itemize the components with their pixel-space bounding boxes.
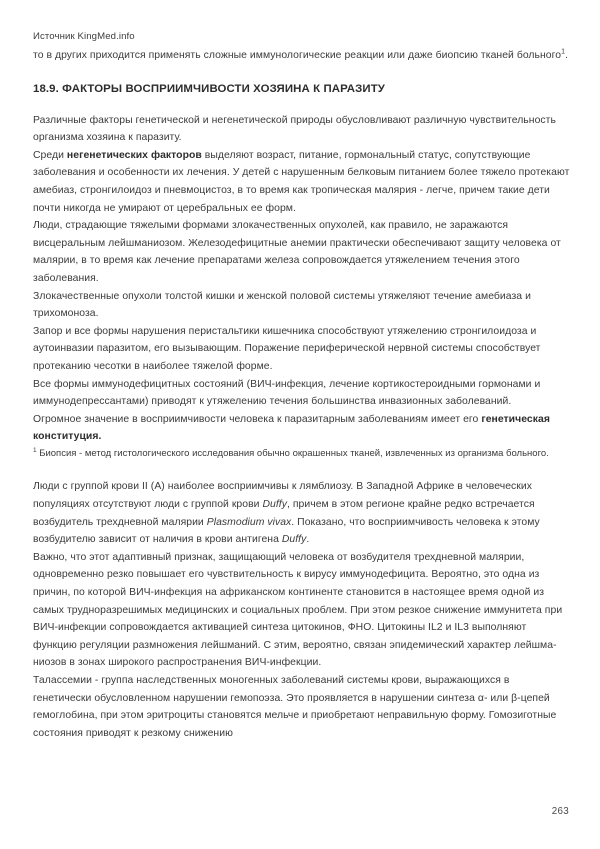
paragraph-constipation: Запор и все формы нарушения перистальтики кишечника способствуют утяжелению стронгилоидоза и аутоинвазии паразитом, его вызывающим. Поражение периферической нервной системы способствует протеканию чесотки в наиболее тяжелой форме.	[33, 325, 541, 372]
footnote-marker-1: 1	[561, 48, 566, 56]
nongenetic-bold-term: негенетических факторов	[66, 149, 202, 161]
paragraph-adaptive-trait: Важно, что этот адаптивный признак, защищающий человека от возбудителя трехдневной малярии, одновременно резко повышает его чувствительность к вирусу иммунодефицита. Вероятно, это одна из причин, по которой ВИЧ-инфекция на африканском континенте становится в настоящее время одной из самых трудноразрешимых медицинских и социальных проблем. При этом резкое снижение иммунитета при ВИЧ-инфекции сопровождается активацией синтеза цитокинов, ФНО. Цитокины IL2 и IL3 выполняют функцию регуляции размножения лейшманий. С этим, вероятно, связан эпидемический характер лейшма-ниозов в зонах широкого распространения ВИЧ-инфекции.	[33, 551, 563, 669]
genetic-const-bold-term: генетическая конституция.	[33, 413, 550, 443]
nongenetic-rest: выделяют возраст, питание, гормональный статус, сопутствующие заболевания и особенности их лечения. У детей с нарушенным белковым питанием более тяжело протекают амебиаз, стронгилоидоз и пневмоцистоз, в то время как тропическая малярия - легче, причем такие дети почти никогда не умирают от церебральных ее форм.	[33, 149, 570, 214]
paragraph-genetic-constitution	[33, 411, 570, 446]
paragraph-immunodeficiency: Все формы иммунодефицитных состояний (ВИЧ-инфекция, лечение кортикостероидными гормонами и иммунодепрессантами) приводят к утяжелению течения большинства инвазионных заболеваний.	[33, 378, 541, 408]
duffy-seg-4: .	[306, 534, 310, 546]
footnote-text: Биопсия - метод гистологического исследования обычно окрашенных тканей, извлеченных из организма больного.	[36, 447, 549, 459]
paragraph-factors-intro: Различные факторы генетической и негенетической природы обусловливают различную чувствительность организма хозяина к паразиту.	[33, 114, 556, 144]
paragraph-nongenetic-factors	[33, 147, 570, 217]
source-attribution: Источник KingMed.info	[33, 31, 135, 42]
paragraph-thalassemia: Талассемии - группа наследственных моногенных заболеваний системы крови, выражающихся в генетически обусловленном нарушении гемопоэза. Это проявляется в нарушении синтеза α- или β-цепей гемоглобина, при этом эритроциты становятся мельче и приобретают неправильную форму. Гомозиготные состояния приводят к резкому снижению	[33, 674, 557, 739]
italic-plasmodium-vivax: Plasmodium vivax	[206, 516, 292, 528]
paragraph-intro-text: то в других приходится применять сложные иммунологические реакции или даже биопсию тканей больного	[33, 50, 562, 61]
italic-duffy-1: Duffy	[262, 498, 287, 510]
nongenetic-lead: Среди	[33, 149, 67, 161]
section-heading-18-9: 18.9. ФАКТОРЫ ВОСПРИИМЧИВОСТИ ХОЗЯИНА К ПАРАЗИТУ	[33, 82, 385, 95]
paragraph-intro-trailing: .	[565, 50, 569, 61]
paragraph-colon-tumors: Злокачественные опухоли толстой кишки и женской половой системы утяжеляют течение амебиаза и трихомоноза.	[33, 290, 531, 320]
duffy-seg-1: Люди с группой крови II (А) наиболее восприимчивы к лямблиозу. В Западной Африке в человеческих популяциях отсутствуют люди с группой крови	[33, 481, 532, 510]
duffy-seg-2: , причем в этом регионе крайне редко встречается возбудитель трехдневной малярии	[33, 498, 535, 528]
footnote-biopsy	[33, 446, 570, 463]
duffy-seg-3: . Показано, что восприимчивость человека к этому возбудителю зависит от наличия в крови антигена	[33, 516, 540, 546]
italic-duffy-2: Duffy	[281, 534, 307, 546]
page-number: 263	[551, 806, 569, 817]
paragraph-tumors: Люди, страдающие тяжелыми формами злокачественных опухолей, как правило, не заражаются висцеральным лейшманиозом. Железодефицитные анемии практически обеспечивают защиту человека от малярии, в то время как лечение препаратами железа сопровождается утяжелением течения этого заболевания.	[33, 220, 561, 284]
genetic-const-lead: Огромное значение в восприимчивости человека к паразитарным заболеваниям имеет его	[33, 413, 482, 425]
paragraph-intro	[33, 47, 570, 65]
footnote-number: 1	[33, 446, 37, 454]
paragraph-blood-group-duffy	[33, 478, 570, 548]
